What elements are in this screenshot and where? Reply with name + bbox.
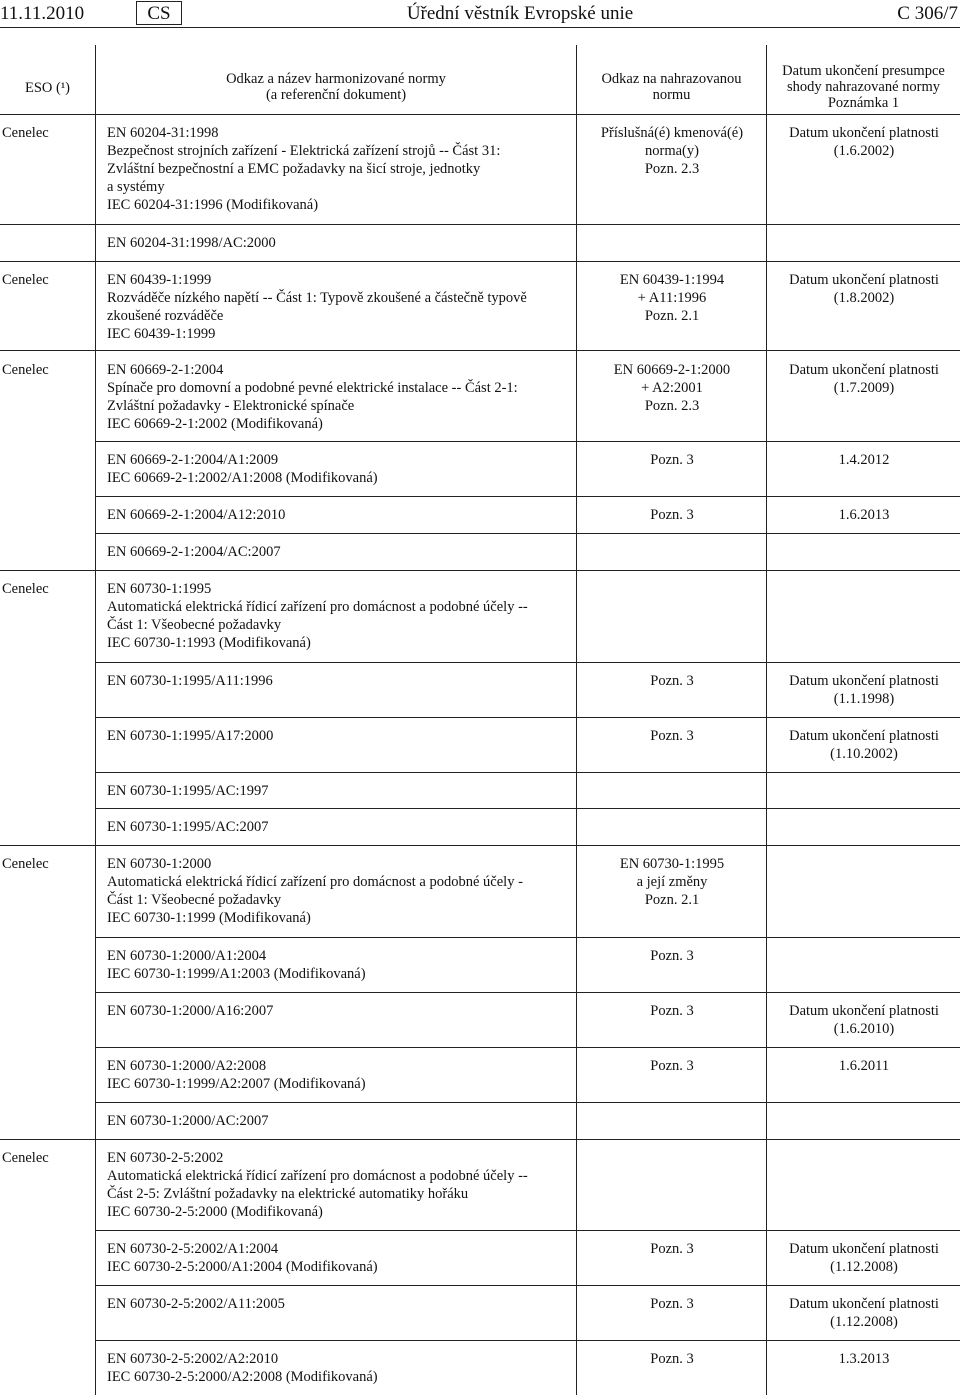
cessation-date: (1.1.1998) xyxy=(833,691,895,707)
cessation-date: (1.12.2008) xyxy=(830,1314,898,1330)
standard-title-line: IEC 60730-2-5:2000/A1:2004 (Modifikovaná) xyxy=(107,1259,378,1275)
superseded-standard: Pozn. 2.1 xyxy=(644,892,700,908)
standard-reference: EN 60730-1:1995/A17:2000 xyxy=(107,728,274,744)
cessation-date: Datum ukončení platnosti xyxy=(789,1296,939,1312)
cessation-date: Datum ukončení platnosti xyxy=(789,1003,939,1019)
standard-title-line: a systémy xyxy=(107,179,165,195)
standard-reference: EN 60730-1:2000/A2:2008 xyxy=(107,1058,267,1074)
row-divider xyxy=(96,992,960,993)
standard-title-line: Zvláštní požadavky - Elektronické spínače xyxy=(107,398,355,414)
header-date: 11.11.2010 xyxy=(0,3,85,24)
row-divider xyxy=(96,1285,960,1286)
eso-cell: Cenelec xyxy=(2,581,49,597)
header-date-line2: shody nahrazované normy xyxy=(786,79,940,95)
superseded-standard: Pozn. 2.3 xyxy=(644,161,700,177)
standard-title-line: IEC 60669-2-1:2002 (Modifikovaná) xyxy=(107,416,323,432)
standard-reference: EN 60204-31:1998 xyxy=(107,125,219,141)
eso-cell: Cenelec xyxy=(2,856,49,872)
standard-title-line: IEC 60730-2-5:2000/A2:2008 (Modifikovaná) xyxy=(107,1369,378,1385)
standard-reference: EN 60669-2-1:2004/A1:2009 xyxy=(107,452,279,468)
row-divider xyxy=(96,717,960,718)
standard-reference: EN 60730-1:1995/A11:1996 xyxy=(107,673,273,689)
standard-title-line: IEC 60669-2-1:2002/A1:2008 (Modifikovaná) xyxy=(107,470,378,486)
row-divider xyxy=(96,1340,960,1341)
eso-cell: Cenelec xyxy=(2,1150,49,1166)
standard-reference: EN 60669-2-1:2004/AC:2007 xyxy=(107,544,281,560)
header-date-line3: Poznámka 1 xyxy=(827,95,900,111)
superseded-standard: Pozn. 3 xyxy=(650,452,694,468)
standard-title-line: Rozváděče nízkého napětí -- Část 1: Typově zkoušené a částečně typově xyxy=(107,290,527,306)
standard-title-line: IEC 60730-1:1999 (Modifikovaná) xyxy=(107,910,311,926)
superseded-standard: + A11:1996 xyxy=(637,290,707,306)
eso-cell: Cenelec xyxy=(2,272,49,288)
header-ref-line1: Odkaz a název harmonizované normy xyxy=(226,71,446,87)
cessation-date: 1.6.2013 xyxy=(838,507,890,523)
standard-title-line: IEC 60204-31:1996 (Modifikovaná) xyxy=(107,197,319,213)
header-eso: ESO (¹) xyxy=(24,80,71,96)
standard-reference: EN 60730-2-5:2002/A2:2010 xyxy=(107,1351,279,1367)
superseded-standard: Pozn. 3 xyxy=(650,1241,694,1257)
row-divider xyxy=(0,845,960,846)
journal-title: Úřední věstník Evropské unie xyxy=(406,3,634,24)
row-divider xyxy=(0,114,960,115)
standard-title-line: Automatická elektrická řídicí zařízení pro domácnost a podobné účely -- xyxy=(107,1168,528,1184)
cessation-date: Datum ukončení platnosti xyxy=(789,673,939,689)
standard-reference: EN 60730-1:2000/AC:2007 xyxy=(107,1113,269,1129)
standard-title-line: zkoušené rozváděče xyxy=(107,308,224,324)
row-divider xyxy=(0,261,960,262)
cessation-date: Datum ukončení platnosti xyxy=(789,272,939,288)
cessation-date: Datum ukončení platnosti xyxy=(789,1241,939,1257)
superseded-standard: Pozn. 3 xyxy=(650,948,694,964)
superseded-standard: Pozn. 3 xyxy=(650,1003,694,1019)
superseded-standard: + A2:2001 xyxy=(641,380,703,396)
standard-title-line: Část 2-5: Zvláštní požadavky na elektrické automatiky hořáku xyxy=(107,1186,469,1202)
header-date-line1: Datum ukončení presumpce xyxy=(782,63,945,79)
standard-title-line: Část 1: Všeobecné požadavky xyxy=(107,617,282,633)
cessation-date: Datum ukončení platnosti xyxy=(789,362,939,378)
standard-title-line: Zvláštní bezpečnostní a EMC požadavky na šicí stroje, jednotky xyxy=(107,161,481,177)
row-divider xyxy=(96,808,960,809)
column-divider-2 xyxy=(576,45,577,1395)
standard-title-line: Automatická elektrická řídicí zařízení pro domácnost a podobné účely -- xyxy=(107,599,528,615)
standard-title-line: IEC 60730-1:1999/A1:2003 (Modifikovaná) xyxy=(107,966,366,982)
superseded-standard: Pozn. 3 xyxy=(650,673,694,689)
superseded-standard: a její změny xyxy=(636,874,708,890)
superseded-standard: Pozn. 2.1 xyxy=(644,308,700,324)
standard-reference: EN 60730-1:2000/A1:2004 xyxy=(107,948,267,964)
superseded-standard: Pozn. 3 xyxy=(650,1296,694,1312)
header-sup-line2: normu xyxy=(652,87,691,103)
superseded-standard: Pozn. 3 xyxy=(650,1058,694,1074)
superseded-standard: EN 60730-1:1995 xyxy=(619,856,725,872)
standard-reference: EN 60730-1:1995/AC:1997 xyxy=(107,783,269,799)
row-divider xyxy=(96,1047,960,1048)
row-divider xyxy=(0,224,960,225)
cessation-date: 1.4.2012 xyxy=(838,452,890,468)
row-divider xyxy=(96,441,960,442)
cessation-date: Datum ukončení platnosti xyxy=(789,125,939,141)
superseded-standard: Pozn. 3 xyxy=(650,1351,694,1367)
column-divider-3 xyxy=(766,45,767,1395)
standard-reference: EN 60730-2-5:2002/A1:2004 xyxy=(107,1241,279,1257)
row-divider xyxy=(96,937,960,938)
standard-title-line: Bezpečnost strojních zařízení - Elektrická zařízení strojů -- Část 31: xyxy=(107,143,501,159)
header-page: C 306/7 xyxy=(897,3,958,24)
header-sup-line1: Odkaz na nahrazovanou xyxy=(601,71,742,87)
row-divider xyxy=(96,496,960,497)
standard-title-line: Automatická elektrická řídicí zařízení pro domácnost a podobné účely - xyxy=(107,874,523,890)
cessation-date: 1.3.2013 xyxy=(838,1351,890,1367)
page-header xyxy=(0,0,960,30)
row-divider xyxy=(0,570,960,571)
standard-title-line: IEC 60439-1:1999 xyxy=(107,326,216,342)
row-divider xyxy=(96,1102,960,1103)
superseded-standard: Pozn. 3 xyxy=(650,507,694,523)
standard-reference: EN 60730-1:1995 xyxy=(107,581,212,597)
row-divider xyxy=(96,662,960,663)
eso-cell: Cenelec xyxy=(2,125,49,141)
standard-reference: EN 60730-1:1995/AC:2007 xyxy=(107,819,269,835)
eso-cell: Cenelec xyxy=(2,362,49,378)
row-divider xyxy=(96,772,960,773)
cessation-date: (1.8.2002) xyxy=(833,290,895,306)
cessation-date: 1.6.2011 xyxy=(838,1058,890,1074)
standard-title-line: IEC 60730-2-5:2000 (Modifikovaná) xyxy=(107,1204,323,1220)
standard-reference: EN 60439-1:1999 xyxy=(107,272,212,288)
superseded-standard: norma(y) xyxy=(645,143,699,159)
superseded-standard: Příslušná(é) kmenová(é) xyxy=(600,125,744,141)
standard-reference: EN 60669-2-1:2004 xyxy=(107,362,224,378)
cessation-date: (1.12.2008) xyxy=(830,1259,898,1275)
column-divider-1 xyxy=(95,45,96,1395)
standard-title-line: Část 1: Všeobecné požadavky xyxy=(107,892,282,908)
standard-title-line: IEC 60730-1:1999/A2:2007 (Modifikovaná) xyxy=(107,1076,366,1092)
row-divider xyxy=(0,1139,960,1140)
standard-title-line: Spínače pro domovní a podobné pevné elektrické instalace -- Část 2-1: xyxy=(107,380,518,396)
cessation-date: (1.6.2010) xyxy=(833,1021,895,1037)
header-ref-line2: (a referenční dokument) xyxy=(265,87,407,103)
cessation-date: (1.7.2009) xyxy=(833,380,895,396)
standard-reference: EN 60730-1:2000 xyxy=(107,856,212,872)
row-divider xyxy=(0,350,960,351)
standard-title-line: IEC 60730-1:1993 (Modifikovaná) xyxy=(107,635,311,651)
header-rule xyxy=(0,27,960,28)
cessation-date: Datum ukončení platnosti xyxy=(789,728,939,744)
row-divider xyxy=(96,533,960,534)
standard-reference: EN 60730-2-5:2002/A11:2005 xyxy=(107,1296,285,1312)
standard-reference: EN 60730-1:2000/A16:2007 xyxy=(107,1003,274,1019)
row-divider xyxy=(96,1230,960,1231)
superseded-standard: Pozn. 2.3 xyxy=(644,398,700,414)
superseded-standard: EN 60669-2-1:2000 xyxy=(613,362,731,378)
standard-reference: EN 60730-2-5:2002 xyxy=(107,1150,224,1166)
standard-reference: EN 60669-2-1:2004/A12:2010 xyxy=(107,507,286,523)
cessation-date: (1.6.2002) xyxy=(833,143,895,159)
superseded-standard: EN 60439-1:1994 xyxy=(619,272,725,288)
cessation-date: (1.10.2002) xyxy=(830,746,898,762)
superseded-standard: Pozn. 3 xyxy=(650,728,694,744)
header-language: CS xyxy=(147,3,171,24)
standard-reference: EN 60204-31:1998/AC:2000 xyxy=(107,235,276,251)
